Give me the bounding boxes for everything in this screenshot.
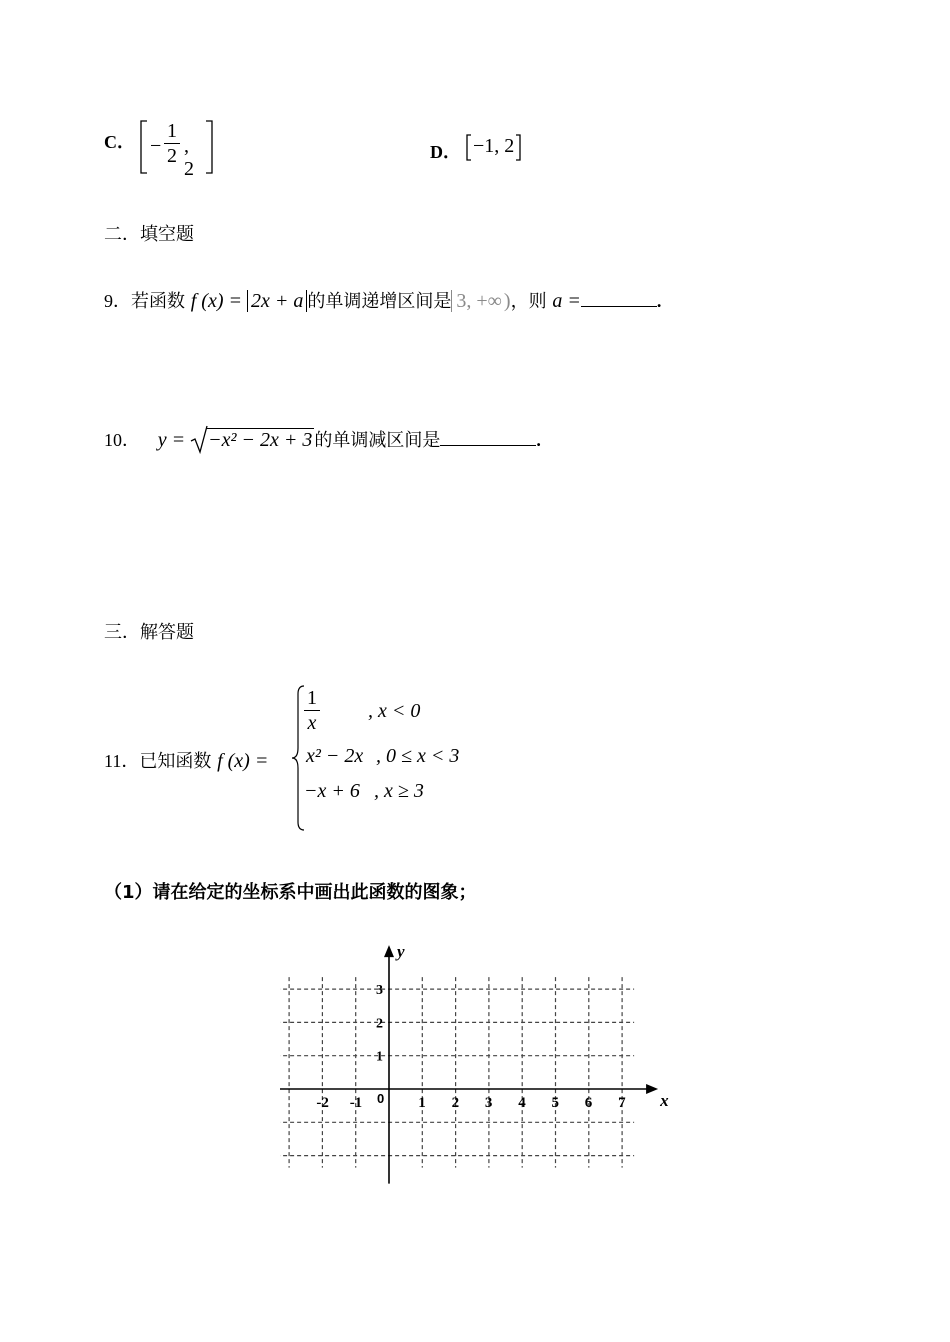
x-tick-label: 3 <box>484 1095 493 1111</box>
coordinate-grid[interactable] <box>280 945 680 1185</box>
q11-piece3-cond: , x ≥ 3 <box>374 780 424 802</box>
option-d <box>430 138 461 164</box>
q11-piece1-cond: , x < 0 <box>368 700 421 722</box>
q11-piece1-fraction <box>304 686 320 735</box>
sqrt-icon <box>190 425 208 455</box>
origin-label: 0 <box>377 1091 385 1106</box>
q11-piece2-expr: x² − 2x <box>306 745 364 767</box>
option-c-label: C． <box>104 132 135 152</box>
q10-lhs: y = <box>157 429 191 451</box>
question-10 <box>104 426 541 458</box>
x-tick-label: 5 <box>551 1095 559 1111</box>
option-d-label: D． <box>430 142 461 162</box>
question-9 <box>104 287 661 317</box>
section2-title: 二．填空题 <box>104 224 194 245</box>
x-tick-label: 4 <box>518 1095 526 1111</box>
q9-then: ，则 <box>510 291 547 312</box>
q9-interval: 3, +∞ <box>451 290 504 312</box>
option-c-fraction <box>164 119 180 168</box>
q9-interval-close: ) <box>503 290 511 312</box>
q10-sqrt <box>190 429 314 452</box>
x-tick-label: 1 <box>418 1095 426 1111</box>
y-tick-label: 1 <box>376 1049 383 1065</box>
x-axis-arrow-icon <box>646 1084 658 1094</box>
section3-title: 三．解答题 <box>104 622 194 643</box>
y-axis-arrow-icon <box>384 945 394 957</box>
q11-number: 11． <box>104 751 140 771</box>
q10-text: 的单调减区间是 <box>314 430 441 451</box>
x-axis-label: x <box>660 1091 669 1110</box>
question-11 <box>104 747 268 773</box>
x-tick-label: 7 <box>618 1095 626 1111</box>
x-tick-label: 2 <box>451 1095 460 1111</box>
option-c-numerator: 1 <box>164 119 180 144</box>
q11-prefix: 已知函数 <box>139 751 212 772</box>
q9-middle: 的单调递增区间是 <box>307 291 452 312</box>
q11-func: f (x) = <box>217 750 269 772</box>
y-axis-label: y <box>397 945 405 962</box>
q11-part1: （1）请在给定的坐标系中画出此函数的图象； <box>104 882 477 903</box>
q11-piece3-expr: −x + 6 <box>304 780 360 802</box>
x-tick-label: 6 <box>584 1095 593 1111</box>
q10-end: . <box>536 430 541 450</box>
q10-answer-blank[interactable] <box>440 429 536 446</box>
option-d-value: −1, 2 <box>473 135 515 157</box>
q9-var: a = <box>552 290 581 312</box>
option-c <box>104 128 135 154</box>
x-tick-label: -2 <box>316 1095 329 1111</box>
q11-piece1 <box>304 686 320 735</box>
q11-piece2-cond: , 0 ≤ x < 3 <box>376 745 460 767</box>
q9-number: 9． <box>104 291 131 311</box>
y-tick-label: 2 <box>376 1016 383 1032</box>
y-tick-label: 3 <box>376 983 383 999</box>
option-c-tail: , 2 <box>184 135 194 180</box>
option-c-sign: − <box>150 135 162 157</box>
x-tick-label: -1 <box>349 1095 363 1111</box>
q11-piece1-den: x <box>307 712 317 734</box>
q9-answer-blank[interactable] <box>581 290 657 307</box>
q9-abs-expr: 2x + a <box>247 290 307 312</box>
q9-func: f (x) = <box>190 290 247 312</box>
q10-radicand: −x² − 2x + 3 <box>208 429 313 451</box>
q10-number: 10． <box>104 430 140 450</box>
option-c-denominator: 2 <box>167 145 177 167</box>
q11-piece1-num: 1 <box>304 686 320 711</box>
q9-prefix: 若函数 <box>131 291 185 312</box>
q9-end: . <box>656 291 662 311</box>
